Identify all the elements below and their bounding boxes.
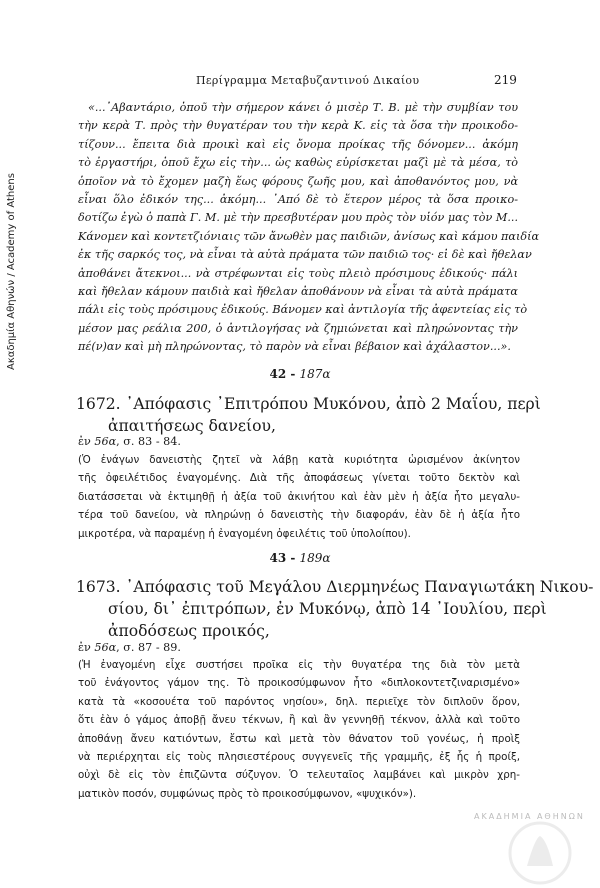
quoted-passage (78, 99, 540, 357)
watermark-text: ΑΚΑΔΗΜΙΑ ΑΘΗΝΩΝ (474, 812, 585, 821)
reference-prefix: ἐν (78, 641, 91, 654)
entry-title (76, 393, 541, 437)
summary-line: ἀποθάνῃ ἄνευ κατιόντων, ἔστω καὶ μετὰ τὸν θάνατον τοῦ γονέως, ἡ προὶξ (78, 732, 520, 745)
quote-line: ἀποθάνει ἄτεκνοι... νὰ στρέφωνται εἰς τοὺς πλειὸ πρόσιμους ἐδικούς· πάλι (78, 266, 518, 280)
entry-title-line: ἀπαιτήσεως δανείου, (108, 417, 276, 435)
entry-title (76, 576, 594, 642)
quote-line: δοτίζω ἐγὼ ὁ παπὰ Γ. Μ. μὲ τὴν πρεσβυτέραν μου πρὸς τὸν υἱόν μας τὸν Μ... (78, 211, 518, 225)
reference-volume: 56α (94, 435, 117, 448)
quote-line: πάλι εἰς τοὺς πρόσιμους ἐδικούς. Βάνομεν καὶ ἀντιλογία τῆς ἀφεντείας εἰς τὸ (78, 303, 528, 317)
section-number: 42 (269, 367, 287, 381)
section-number: 43 (269, 551, 287, 565)
summary-line: τέρα τοῦ δανείου, νὰ πληρώνῃ ὁ δανειστὴς τὴν διαφοράν, ἐὰν δὲ ἡ ἀξία ἦτο (78, 509, 520, 522)
entry-reference (78, 641, 181, 654)
quote-line: τὴν κερὰ Τ. πρὸς τὴν θυγατέραν του τὴν κερὰ Κ. εἰς τὰ ὅσα τὴν προικοδο- (78, 119, 518, 133)
summary-line: νὰ περιέρχηται εἰς τοὺς πλησιεστέρους συγγενεῖς τῆς γραμμῆς, ἐξ ἧς ἡ προίξ, (78, 751, 520, 764)
summary-line: τοῦ ἐνάγοντος γάμον της. Τὸ προικοσύμφωνον ἦτο «διπλοκοντετζιναρισμένο» (78, 677, 520, 690)
section-heading: 43 - 189α (269, 551, 331, 565)
quote-line: πέ(ν)αν καὶ μὴ πληρώνοντας, τὸ παρὸν νὰ εἶναι βέβαιον καὶ ἀχάλαστον...». (78, 340, 511, 354)
summary-line: τῆς ὀφειλέτιδος ἐναγομένης. Διὰ τῆς ἀποφάσεως γίνεται τοῦτο δεκτὸν καὶ (78, 472, 520, 485)
side-label: Ακαδημία Αθηνών / Academy of Athens (6, 173, 17, 370)
entry-summary (78, 451, 520, 543)
summary-line: οὐχὶ δὲ εἰς τὸν ἐπιζῶντα σύζυγον. Ὁ τελευταῖος λαμβάνει καὶ μικρὸν χρη- (78, 769, 520, 782)
summary-line: ὅτι ἐὰν ὁ γάμος ἀποβῇ ἄνευ τέκνων, ἢ καὶ ἂν γεννηθῇ τέκνον, ἀλλὰ καὶ τοῦτο (78, 714, 520, 727)
section-folio: 189α (299, 551, 331, 565)
quote-line: μέσον μας ρεάλια 200, ὁ ἀντιλογήσας νὰ ζημιώνεται καὶ πληρώνοντας τὴν (78, 321, 518, 335)
quote-line: εἶναι ὅλο ἐδικόν της... ἀκόμη... ᾿Από δὲ τὸ ἕτερον μέρος τὰ ὅσα προικο- (78, 193, 518, 207)
summary-line: ματικὸν ποσόν, συμφώνως πρὸς τὸ προικοσύμφωνον, «ψυχικόν»). (78, 787, 417, 800)
quote-line: Κάνομεν καὶ κοντετζιόνιαις τῶν ἄνωθὲν μας παιδιῶν, ἀνίσως καὶ κάμου παιδία (78, 229, 540, 243)
quote-line: καὶ ἤθελαν κάμουν παιδιὰ καὶ ἤθελαν ἀποθάνουν νὰ εἶναι τὰ αὐτὰ πράματα (78, 285, 518, 299)
entry-title-line: 1673. ᾿Απόφασις τοῦ Μεγάλου Διερμηνέως Παναγιωτάκη Νικου- (76, 578, 594, 596)
running-head: Περίγραμμα Μεταβυζαντινού Δικαίου (196, 74, 420, 87)
quote-line: τὸ ἐργαστήρι, ὁποῦ ἔχω εἰς τὴν... ὡς καθὼς εὑρίσκεται μαζὶ μὲ τὰ μέσα, τὸ (78, 156, 518, 170)
quote-line: ὁποῖον νὰ τὸ ἔχομεν μαζὴ ἕως φόρους ζωῆς μου, καὶ ἀποθανόντος μου, νὰ (78, 174, 518, 188)
section-heading: 42 - 187α (269, 367, 331, 381)
summary-line: διατάσσεται νὰ ἐκτιμηθῇ ἡ ἀξία τοῦ ἀκινήτου καὶ ἐὰν μὲν ἡ ἀξία ἦτο μεγαλυ- (78, 490, 520, 503)
reference-pages: , σ. 83 - 84. (116, 435, 181, 448)
summary-line: μικροτέρα, νὰ παραμένῃ ἡ ἐναγομένη ὀφειλέτις τοῦ ὑπολοίπου). (78, 527, 411, 540)
section-folio: 187α (299, 367, 331, 381)
academy-seal-icon (505, 818, 575, 888)
quote-line: τίζουν... ἔπειτα διὰ προικὶ καὶ εἰς ὄνομα προίκας τῆς δόνομεν... ἀκόμη (78, 137, 518, 151)
reference-pages: , σ. 87 - 89. (116, 641, 181, 654)
entry-title-line: ἀποδόσεως προικός, (108, 622, 270, 640)
summary-line: (Ἡ ἐναγομένη εἶχε συστήσει προῖκα εἰς τὴν θυγατέρα της διὰ τὸν μετὰ (78, 659, 520, 671)
entry-title-line: 1672. ᾿Απόφασις ᾿Επιτρόπου Μυκόνου, ἀπὸ 2 Μαΐου, περὶ (76, 395, 541, 413)
quote-line: ἐκ τῆς σαρκός τος, νὰ εἶναι τὰ αὐτὰ πράματα τῶν παιδιῶ τος· εἰ δὲ καὶ ἤθελαν (78, 248, 532, 262)
entry-title-line: σίου, δι᾿ ἐπιτρόπων, ἐν Μυκόνῳ, ἀπὸ 14 ᾿Ιουλίου, περὶ (108, 600, 547, 618)
reference-prefix: ἐν (78, 435, 91, 448)
summary-line: κατὰ τὰ «κοσουέτα τοῦ παρόντος νησίου», δηλ. περιεῖχε τὸν διπλοῦν ὅρον, (78, 695, 520, 708)
summary-line: (Ὁ ἐνάγων δανειστὴς ζητεῖ νὰ λάβῃ κατὰ κυριότητα ὡρισμένον ἀκίνητον (78, 454, 520, 466)
entry-reference (78, 435, 181, 448)
reference-volume: 56α (94, 641, 117, 654)
quote-line: «...᾿Αβαντάριο, ὁποῦ τὴν σήμερον κάνει ὁ μισὲρ Τ. Β. μὲ τὴν συμβίαν του (88, 101, 518, 114)
entry-summary (78, 656, 520, 803)
page-number: 219 (494, 73, 517, 87)
